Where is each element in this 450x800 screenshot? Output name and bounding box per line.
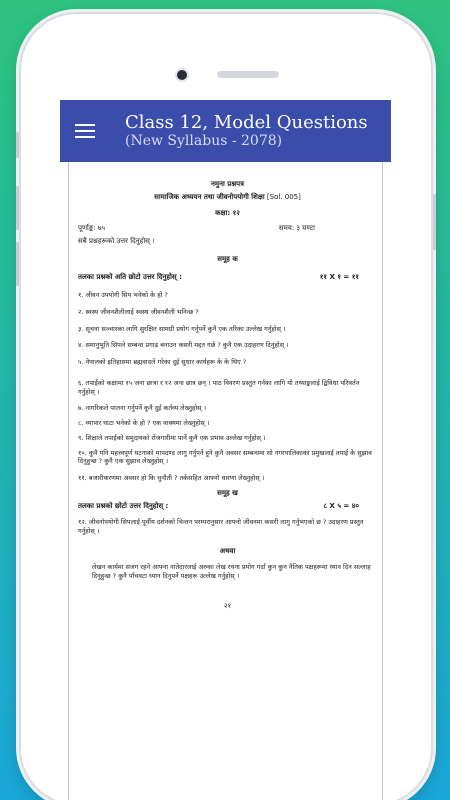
doc-subject: सामाजिक अध्ययन तथा जीवनोपयोगी शिक्षा: [154, 193, 265, 202]
question-1: १. जीवन उपयोगी सिप भनेको के हो ?: [78, 291, 168, 300]
app-bar-titles: [125, 113, 368, 150]
phone-power-button: [433, 194, 436, 250]
question-11: ११. बजारीकरणमा अवसर हो कि चुनौती ? तर्कसहित आफ्नो धारणा लेख्नुहोस् ।: [78, 474, 265, 483]
group-b-heading: समूह ख: [217, 489, 238, 498]
group-a-heading: समूह क: [217, 255, 238, 264]
section1-marks: ११ X १ = ११: [319, 272, 359, 281]
question-5: ५. नेपालको इतिहासमा ब्रह्मवादले गरेका दुई सुधार कार्यहरू के के थिए ?: [78, 358, 247, 367]
doc-heading: नमुना प्रश्नपत्र: [211, 180, 244, 188]
section2-marks: ८ X ५ = ४०: [323, 502, 359, 511]
doc-code: [Sol. 005]: [266, 193, 301, 202]
question-7: ७. नागरिकले पालना गर्नुपर्ने कुनै दुई कर्तव्य लेख्नुहोस् ।: [78, 404, 207, 413]
section1-header: [78, 273, 377, 282]
page-border-right: [382, 162, 383, 800]
front-camera: [177, 70, 187, 80]
phone-speaker: [217, 71, 279, 78]
app-screen: [60, 100, 391, 800]
app-title: Class 12, Model Questions: [125, 111, 368, 133]
section2-header: [78, 502, 377, 511]
question-2: २. स्वस्थ जीवनशैलीलाई स्वस्थ जीवनशैली भनिन्छ ?: [78, 307, 199, 316]
or-label: अथवा: [219, 547, 236, 556]
document: [78, 162, 377, 612]
phone-volume-down: [16, 242, 19, 286]
full-marks: पूर्णाङ्क: ७५: [78, 224, 106, 233]
hamburger-menu-icon[interactable]: [75, 124, 95, 138]
section2-title: तलका प्रश्नको छोटो उत्तर दिनुहोस् :: [78, 502, 169, 511]
question-3: ३. सूचना सञ्चारका लागि सुरक्षित सामग्री प्रयोग गर्नुपर्ने कुनै एक तरिका उल्लेख गर्नुहोस् ।: [78, 324, 286, 333]
doc-class: कक्षा: १२: [215, 208, 240, 217]
app-bar: [60, 100, 391, 162]
phone-volume-up: [16, 186, 19, 230]
question-paper-image: [68, 162, 383, 800]
question-4: ४. समानुभूति सिपले सम्बन्ध प्रगाढ बनाउन कसरी मद्दत गर्छ ? कुनै एक उदाहरण दिनुहोस् ।: [78, 341, 289, 350]
question-12: १२. जीवनोपयोगी सिपलाई पूर्वीय दर्शनको चिन्तन परम्परानुसार आफ्नो जीवनमा कसरी लागु गर्नुभएको छ ? उदाहरण प्रस्तुत गर्नुहोस् ।: [78, 517, 364, 535]
doc-subject-line: [78, 193, 377, 202]
time-allowed: समय: ३ घण्टा: [278, 224, 315, 233]
instruction: सबै प्रश्नहरूको उत्तर दिनुहोस् ।: [78, 236, 155, 245]
question-9: ९. शिक्षाले तपाईंको समुदायको रोजगारीमा पार्ने कुनै एक प्रभाव उल्लेख गर्नुहोस् ।: [78, 433, 266, 442]
question-12-alternative: लेखन कार्यमा सजग रहने आफ्ना नातेदारलाई अरुका लेख रचना प्रयोग गर्दा कुन कुन नैतिक पक्षहरूमा ध्यान दिन सल्लाह दिनुहुन्छ ? कुनै पाँचवटा ध्यान दिनुपर्ने पक्षहरू उल्लेख गर्नुहोस् ।: [92, 562, 371, 580]
marks-time-row: [78, 224, 377, 233]
question-10: १०. कुनै पनि महत्त्वपूर्ण घटनाको मापदण्ड लागु गर्नुपर्ने हुने कुनै अवसर सम्बन्धमा सो नगरपालिकाका प्रमुखलाई तपाईं के सुझाव दिनुहुन्छ ? कुनै एक सुझाव लेख्नुहोस् ।: [78, 448, 372, 466]
app-subtitle: (New Syllabus - 2078): [125, 133, 283, 150]
section1-title: तलका प्रश्नको अति छोटो उत्तर दिनुहोस् :: [78, 272, 182, 281]
page-number: २१: [223, 602, 232, 611]
page-border-left: [68, 162, 69, 800]
question-8: ८. व्यापार घाटा भनेको के हो ? एक वाक्यमा लेख्नुहोस् ।: [78, 419, 210, 428]
phone-side-button: [16, 132, 19, 158]
question-6: ६. तपाईंको कक्षामा १५ जना छात्रा र १२ जना छात्र छन् । पाठ विवरण प्रस्तुत गर्नका लागि यो तथ्याङ्कलाई द्विविधा परिवर्तन गर्नुहोस् ।: [78, 378, 360, 396]
